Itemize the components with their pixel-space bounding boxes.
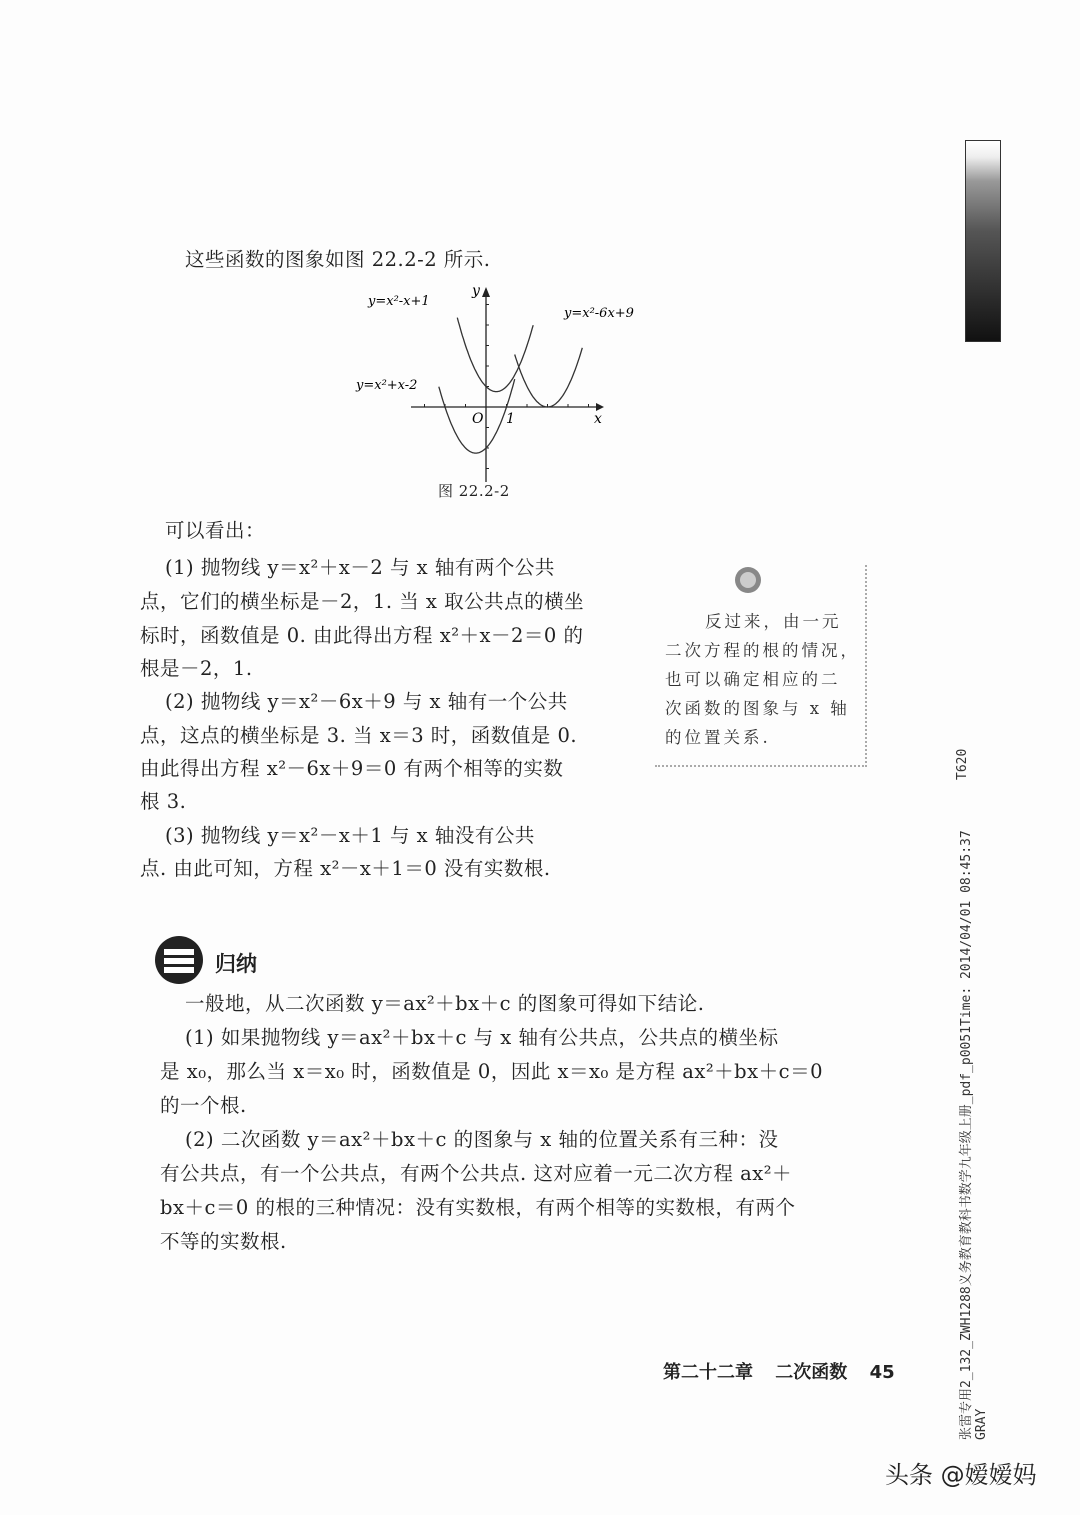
curve-label: y=x²-6x+9 [564, 306, 634, 321]
curve-label: y=x²-x+1 [368, 294, 430, 309]
paragraph-line: 点，它们的横坐标是－2，1. 当 x 取公共点的横坐 [140, 590, 585, 613]
summary-line: (2) 二次函数 y＝ax²＋bx＋c 的图象与 x 轴的位置关系有三种：没 [185, 1128, 779, 1151]
paragraph-line: (3) 抛物线 y＝x²－x＋1 与 x 轴没有公共 [165, 824, 535, 847]
x-axis-label: x [594, 411, 602, 427]
paragraph-line: 标时，函数值是 0. 由此得出方程 x²＋x－2＝0 的 [140, 624, 584, 647]
curve-label: y=x²+x-2 [356, 378, 418, 393]
paragraph-line: 点，这点的横坐标是 3. 当 x＝3 时，函数值是 0. [140, 724, 578, 747]
chapter-title: 二次函数 [775, 1362, 848, 1383]
page-number: 45 [869, 1362, 895, 1383]
summary-line: 不等的实数根. [160, 1230, 287, 1253]
side-code: T620 [955, 748, 970, 780]
note-line: 也可以确定相应的二 [665, 670, 841, 689]
stamp-gray: GRAY [974, 1408, 989, 1440]
observe-text: 可以看出： [165, 519, 266, 542]
note-line: 的位置关系. [665, 728, 771, 747]
paragraph-line: (1) 抛物线 y＝x²＋x－2 与 x 轴有两个公共 [165, 556, 555, 579]
figure-caption: 图 22.2-2 [438, 482, 510, 500]
origin-label: O [472, 411, 484, 427]
chapter-label: 第二十二章 [663, 1362, 753, 1383]
paragraph-line: 点. 由此可知，方程 x²－x＋1＝0 没有实数根. [140, 857, 551, 880]
gray-scale-bar [965, 140, 1001, 342]
note-icon [733, 565, 763, 595]
paragraph-line: (2) 抛物线 y＝x²－6x＋9 与 x 轴有一个公共 [165, 690, 568, 713]
summary-line: (1) 如果抛物线 y＝ax²＋bx＋c 与 x 轴有公共点，公共点的横坐标 [185, 1026, 779, 1049]
note-line: 二次方程的根的情况， [665, 641, 860, 660]
side-stamp [955, 830, 989, 1440]
summary-line: 的一个根. [160, 1094, 247, 1117]
tick-label: 1 [506, 411, 515, 427]
parabola-curve [457, 318, 533, 392]
parabola-figure [356, 275, 680, 495]
summary-line: bx＋c＝0 的根的三种情况：没有实数根，有两个相等的实数根，有两个 [160, 1196, 796, 1219]
page-footer [663, 1358, 911, 1384]
watermark: 头条 @嫒嫒妈 [885, 1461, 1037, 1489]
x-arrow [596, 403, 604, 411]
summary-line: 一般地，从二次函数 y＝ax²＋bx＋c 的图象可得如下结论. [185, 992, 705, 1015]
y-arrow [482, 287, 490, 297]
summary-line: 是 x₀，那么当 x＝x₀ 时，函数值是 0，因此 x＝x₀ 是方程 ax²＋bx＋c＝0 [160, 1060, 823, 1083]
y-axis-label: y [472, 283, 480, 299]
stamp-text: 张雷专用2_132_ZWH1288义务教育教科书数学九年级上册_pdf_p0051Time: 2014/04/01 08:45:37 [959, 830, 974, 1440]
note-line: 次函数的图象与 x 轴 [665, 699, 850, 718]
summary-line: 有公共点，有一个公共点，有两个公共点. 这对应着一元二次方程 ax²＋ [160, 1162, 793, 1185]
intro-text: 这些函数的图象如图 22.2-2 所示. [185, 248, 491, 271]
paragraph-line: 根 3. [140, 790, 187, 813]
paragraph-line: 由此得出方程 x²－6x＋9＝0 有两个相等的实数 [140, 757, 564, 780]
parabola-curve [515, 348, 583, 407]
paragraph-line: 根是－2，1. [140, 657, 253, 680]
summary-icon [152, 935, 207, 985]
note-line: 反过来，由一元 [705, 612, 842, 631]
summary-heading: 归纳 [215, 952, 257, 976]
